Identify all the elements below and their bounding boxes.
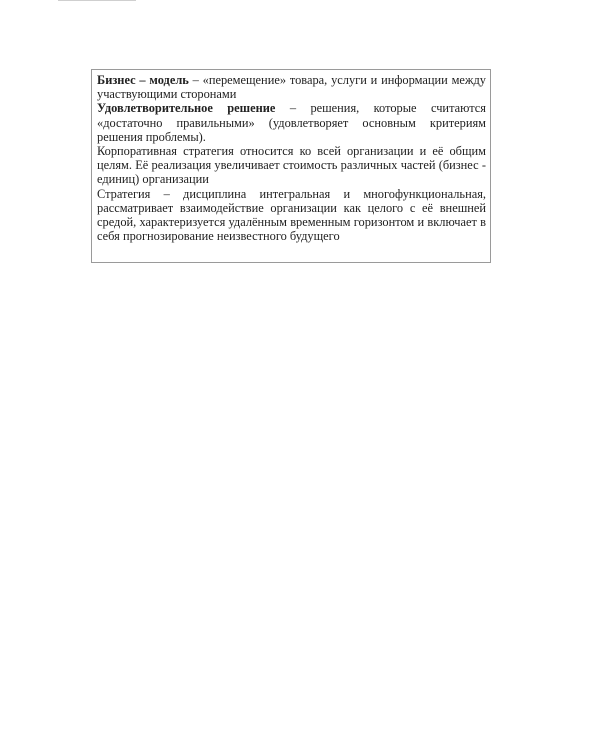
definition-text-business-model: – «перемещение» товара, услуги и информации между участвующими сторонами: [97, 73, 486, 102]
definition-text-corporate-strategy: Корпоративная стратегия относится ко всей организации и её общим целям. Её реализация увеличивает стоимость различных частей (бизнес - единиц) организации: [97, 144, 486, 187]
term-satisfactory-solution: Удовлетворительное решение: [97, 101, 276, 116]
term-business-model: Бизнес – модель: [97, 73, 189, 87]
definition-strategy: [97, 187, 486, 244]
scan-edge-mark: [58, 0, 136, 1]
definition-business-model: [97, 73, 486, 101]
definition-corporate-strategy: [97, 144, 486, 187]
definition-text-satisfactory-solution: – решения, которые считаются «достаточно правильными» (удовлетворяет основным критериям решения проблемы).: [97, 101, 486, 144]
definition-text-strategy: Стратегия – дисциплина интегральная и многофункциональная, рассматривает взаимодействие организации как целого с её внешней средой, характеризуется удалённым временным горизонтом и включает в себя прогнозирование неизвестного будущего: [97, 186, 486, 244]
definitions-box: [91, 69, 491, 263]
definition-satisfactory-solution: [97, 101, 486, 144]
